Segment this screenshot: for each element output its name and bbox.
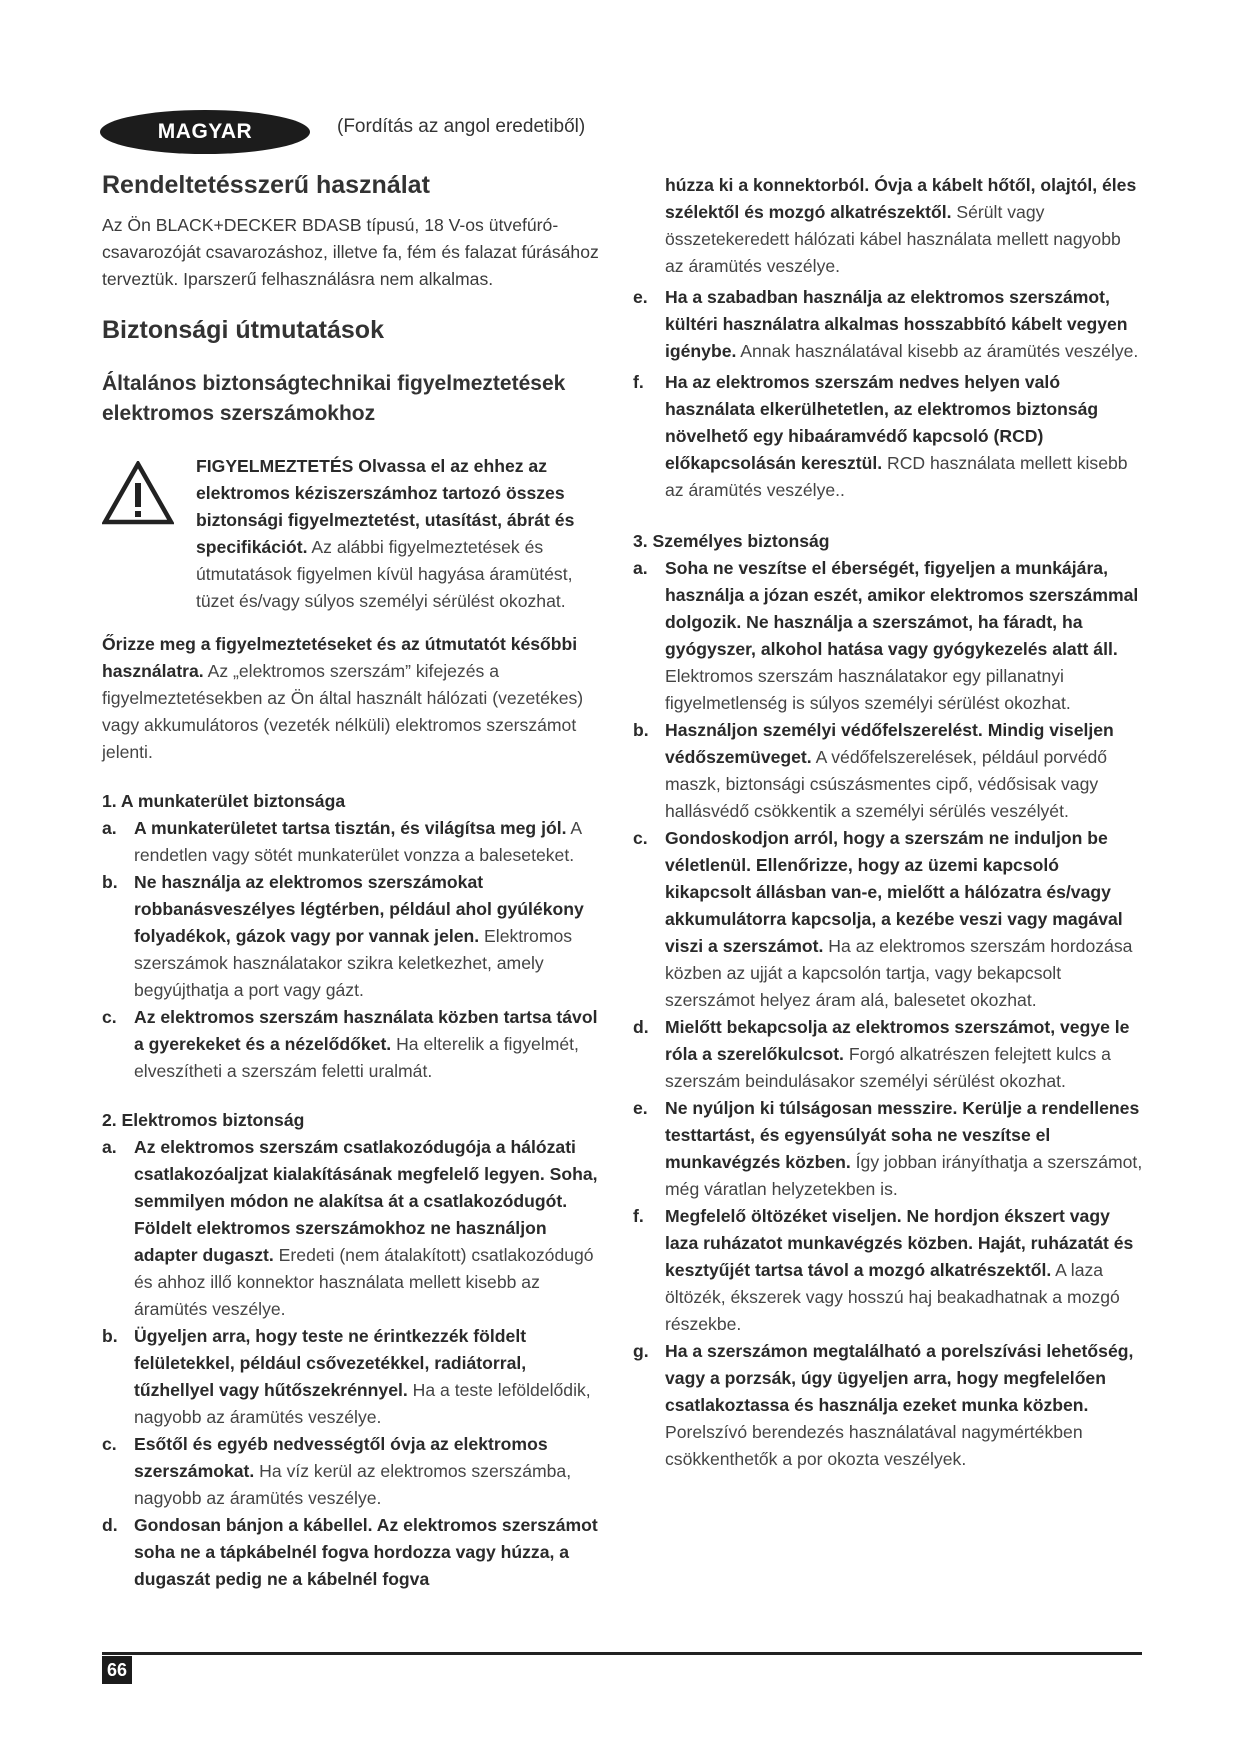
item-label: f. xyxy=(633,1206,644,1226)
item-normal: A laza öltözék, ékszerek vagy hosszú haj beakadhatnak a mozgó részekbe. xyxy=(665,1260,1120,1334)
list-item xyxy=(633,369,1143,504)
item-normal: Annak használatával kisebb az áramütés veszélye. xyxy=(736,341,1139,361)
list-item xyxy=(102,1323,607,1431)
item-bold: Gondosan bánjon a kábellel. Az elektromos szerszámot soha ne a tápkábelnél fogva hordozza vagy húzza, a dugaszát pedig ne a kábelnél fogva xyxy=(134,1515,598,1589)
item-label: b. xyxy=(633,720,649,740)
list-item xyxy=(102,1512,607,1593)
list-item xyxy=(102,1134,607,1323)
list-item xyxy=(633,1014,1143,1095)
item-label: a. xyxy=(102,818,117,838)
item-normal: A védőfelszerelések, például porvédő maszk, biztonsági csúszásmentes cipő, védősisak vagy hallásvédő csökkentik a személyi sérülés veszélyét. xyxy=(665,747,1108,821)
item-normal: Ha az elektromos szerszám hordozása közben az ujját a kapcsolón tartja, vagy bekapcsolt szerszámot helyez áram alá, balesetet okozhat. xyxy=(665,936,1133,1010)
item-normal: Sérült vagy összetekeredett hálózati kábel használata mellett nagyobb az áramütés veszélye. xyxy=(665,202,1121,276)
item-label: c. xyxy=(102,1434,117,1454)
item-label: f. xyxy=(633,372,644,392)
footer-rule xyxy=(102,1652,1142,1655)
item-bold: Használjon személyi védőfelszerelést. Mindig viseljen védőszemüveget. xyxy=(665,720,1114,767)
item-bold: Ha a szerszámon megtalálható a porelszívási lehetőség, vagy a porzsák, úgy ügyeljen arra, hogy megfelelően csatlakoztassa és használja ezeket munka közben. xyxy=(665,1341,1134,1415)
item-label: a. xyxy=(102,1137,117,1157)
list-item xyxy=(633,284,1143,365)
list-item xyxy=(102,1004,607,1085)
item-label: c. xyxy=(633,828,648,848)
list-item xyxy=(102,869,607,1004)
item-bold: Ha az elektromos szerszám nedves helyen való használata elkerülhetetlen, az elektromos biztonság növelhető egy hibaáramvédő kapcsoló (RCD) előkapcsolásán keresztül. xyxy=(665,372,1099,473)
warning-text xyxy=(196,453,606,615)
intended-use-text: Az Ön BLACK+DECKER BDASB típusú, 18 V-os ütvefúró-csavarozóját csavarozáshoz, illetve fa, fém és falazat fúrásához terveztük. Iparszerű felhasználásra nem alkalmas. xyxy=(102,215,599,289)
item-bold: Gondoskodjon arról, hogy a szerszám ne induljon be véletlenül. Ellenőrizze, hogy az üzemi kapcsoló kikapcsolt állásban van-e, mielőtt a hálózatra és/vagy akkumulátorra kapcsolja, a kezébe veszi vagy magával viszi a szerszámot. xyxy=(665,828,1123,956)
list-item xyxy=(633,1338,1143,1473)
item-normal: Elektromos szerszámok használatakor szikra keletkezhet, amely begyújthatja a port vagy gázt. xyxy=(134,926,573,1000)
item-bold: húzza ki a konnektorból. Óvja a kábelt hőtől, olajtól, éles szélektől és mozgó alkatrészektől. xyxy=(665,175,1137,222)
keep-bold: Őrizze meg a figyelmeztetéseket és az útmutatót későbbi használatra. xyxy=(102,634,578,681)
section-1-title: 1. A munkaterület biztonsága xyxy=(102,791,346,811)
item-normal: Ha elterelik a figyelmét, elveszítheti a szerszám feletti uralmát. xyxy=(134,1034,579,1081)
list-item xyxy=(633,825,1143,1014)
language-badge: MAGYAR xyxy=(100,110,310,154)
intended-use-heading: Rendeltetésszerű használat xyxy=(102,171,430,199)
right-column xyxy=(633,172,1143,1473)
list-item xyxy=(633,1095,1143,1203)
list-item xyxy=(633,555,1143,717)
item-normal: Így jobban irányíthatja a szerszámot, még váratlan helyzetekben is. xyxy=(665,1152,1143,1199)
section-3-title: 3. Személyes biztonság xyxy=(633,531,830,551)
item-bold: Soha ne veszítse el éberségét, figyeljen a munkájára, használja a józan eszét, amikor elektromos szerszámmal dolgozik. Ne használja a szerszámot, ha fáradt, ha gyógyszer, alkohol hatása vagy gyógykezelés alatt áll. xyxy=(665,558,1139,659)
item-bold: Ne nyúljon ki túlságosan messzire. Kerülje a rendellenes testtartást, és egyensúlyát soha ne veszítse el munkavégzés közben. xyxy=(665,1098,1140,1172)
item-normal: Ha a teste leföldelődik, nagyobb az áramütés veszélye. xyxy=(134,1380,591,1427)
item-normal: Forgó alkatrészen felejtett kulcs a szerszám beindulásakor személyi sérülést okozhat. xyxy=(665,1044,1111,1091)
safety-heading: Biztonsági útmutatások xyxy=(102,316,384,344)
item-bold: Az elektromos szerszám használata közben tartsa távol a gyerekeket és a nézelődőket. xyxy=(134,1007,598,1054)
list-item xyxy=(633,717,1143,825)
item-label: e. xyxy=(633,287,648,307)
warning-triangle-icon xyxy=(102,461,174,525)
item-bold: Ha a szabadban használja az elektromos szerszámot, kültéri használatra alkalmas hosszabbító kábelt vegyen igénybe. xyxy=(665,287,1128,361)
item-bold: Ne használja az elektromos szerszámokat robbanásveszélyes légtérben, például ahol gyúlékony folyadékok, gázok vagy por vannak jelen. xyxy=(134,872,584,946)
keep-normal: Az „elektromos szerszám” kifejezés a figyelmeztetésekben az Ön által használt hálózati (vezetékes) vagy akkumulátoros (vezeték nélküli) elektromos szerszámot jelenti. xyxy=(102,661,584,762)
list-item xyxy=(102,1431,607,1512)
item-label: d. xyxy=(102,1515,118,1535)
general-warnings-heading: Általános biztonságtechnikai figyelmeztetések elektromos szerszámokhoz xyxy=(102,372,566,425)
item-normal: RCD használata mellett kisebb az áramütés veszélye.. xyxy=(665,453,1128,500)
page-number: 66 xyxy=(102,1656,132,1684)
section-2-title: 2. Elektromos biztonság xyxy=(102,1110,305,1130)
warning-normal: Az alábbi figyelmeztetések és útmutatások figyelmen kívül hagyása áramütést, tüzet és/vagy súlyos személyi sérülést okozhat. xyxy=(196,537,573,611)
item-normal: A rendetlen vagy sötét munkaterület vonzza a baleseteket. xyxy=(134,818,582,865)
item-label: b. xyxy=(102,1326,118,1346)
item-label: e. xyxy=(633,1098,648,1118)
item-normal: Ha víz kerül az elektromos szerszámba, nagyobb az áramütés veszélye. xyxy=(134,1461,572,1508)
item-bold: Esőtől és egyéb nedvességtől óvja az elektromos szerszámokat. xyxy=(134,1434,548,1481)
warning-bold: FIGYELMEZTETÉS Olvassa el az ehhez az elektromos kéziszerszámhoz tartozó összes biztonsági figyelmeztetést, utasítást, ábrát és specifikációt. xyxy=(196,456,575,557)
item-label: d. xyxy=(633,1017,649,1037)
item-bold: Megfelelő öltözéket viseljen. Ne hordjon ékszert vagy laza ruházatot munkavégzés közben. Haját, ruházatát és kesztyűjét tartsa távol a mozgó alkatrészektől. xyxy=(665,1206,1134,1280)
list-item-continued xyxy=(633,172,1143,280)
translation-note: (Fordítás az angol eredetiből) xyxy=(337,116,586,137)
item-label: b. xyxy=(102,872,118,892)
item-bold: Az elektromos szerszám csatlakozódugója a hálózati csatlakozóaljzat kialakításának megfelelő legyen. Soha, semmilyen módon ne alakítsa át a csatlakozódugót. Földelt elektromos szerszámokhoz ne használjon adapter dugaszt. xyxy=(134,1137,598,1265)
item-bold: A munkaterületet tartsa tisztán, és világítsa meg jól. xyxy=(134,818,567,838)
list-item xyxy=(102,815,607,869)
item-bold: Ügyeljen arra, hogy teste ne érintkezzék földelt felületekkel, például csővezetékkel, radiátorral, tűzhellyel vagy hűtőszekrénnyel. xyxy=(134,1326,527,1400)
item-normal: Eredeti (nem átalakított) csatlakozódugó és ahhoz illő konnektor használata mellett kisebb az áramütés veszélye. xyxy=(134,1245,594,1319)
item-bold: Mielőtt bekapcsolja az elektromos szerszámot, vegye le róla a szerelőkulcsot. xyxy=(665,1017,1130,1064)
keep-instructions xyxy=(102,631,607,766)
item-normal: Porelszívó berendezés használatával nagymértékben csökkenthetők a por okozta veszélyek. xyxy=(665,1422,1083,1469)
warning-block xyxy=(102,453,607,631)
list-item xyxy=(633,1203,1143,1338)
item-label: a. xyxy=(633,558,648,578)
left-column xyxy=(102,170,607,1593)
item-normal: Elektromos szerszám használatakor egy pillanatnyi figyelmetlenség is súlyos személyi sérülést okozhat. xyxy=(665,666,1071,713)
item-label: c. xyxy=(102,1007,117,1027)
item-label: g. xyxy=(633,1341,649,1361)
